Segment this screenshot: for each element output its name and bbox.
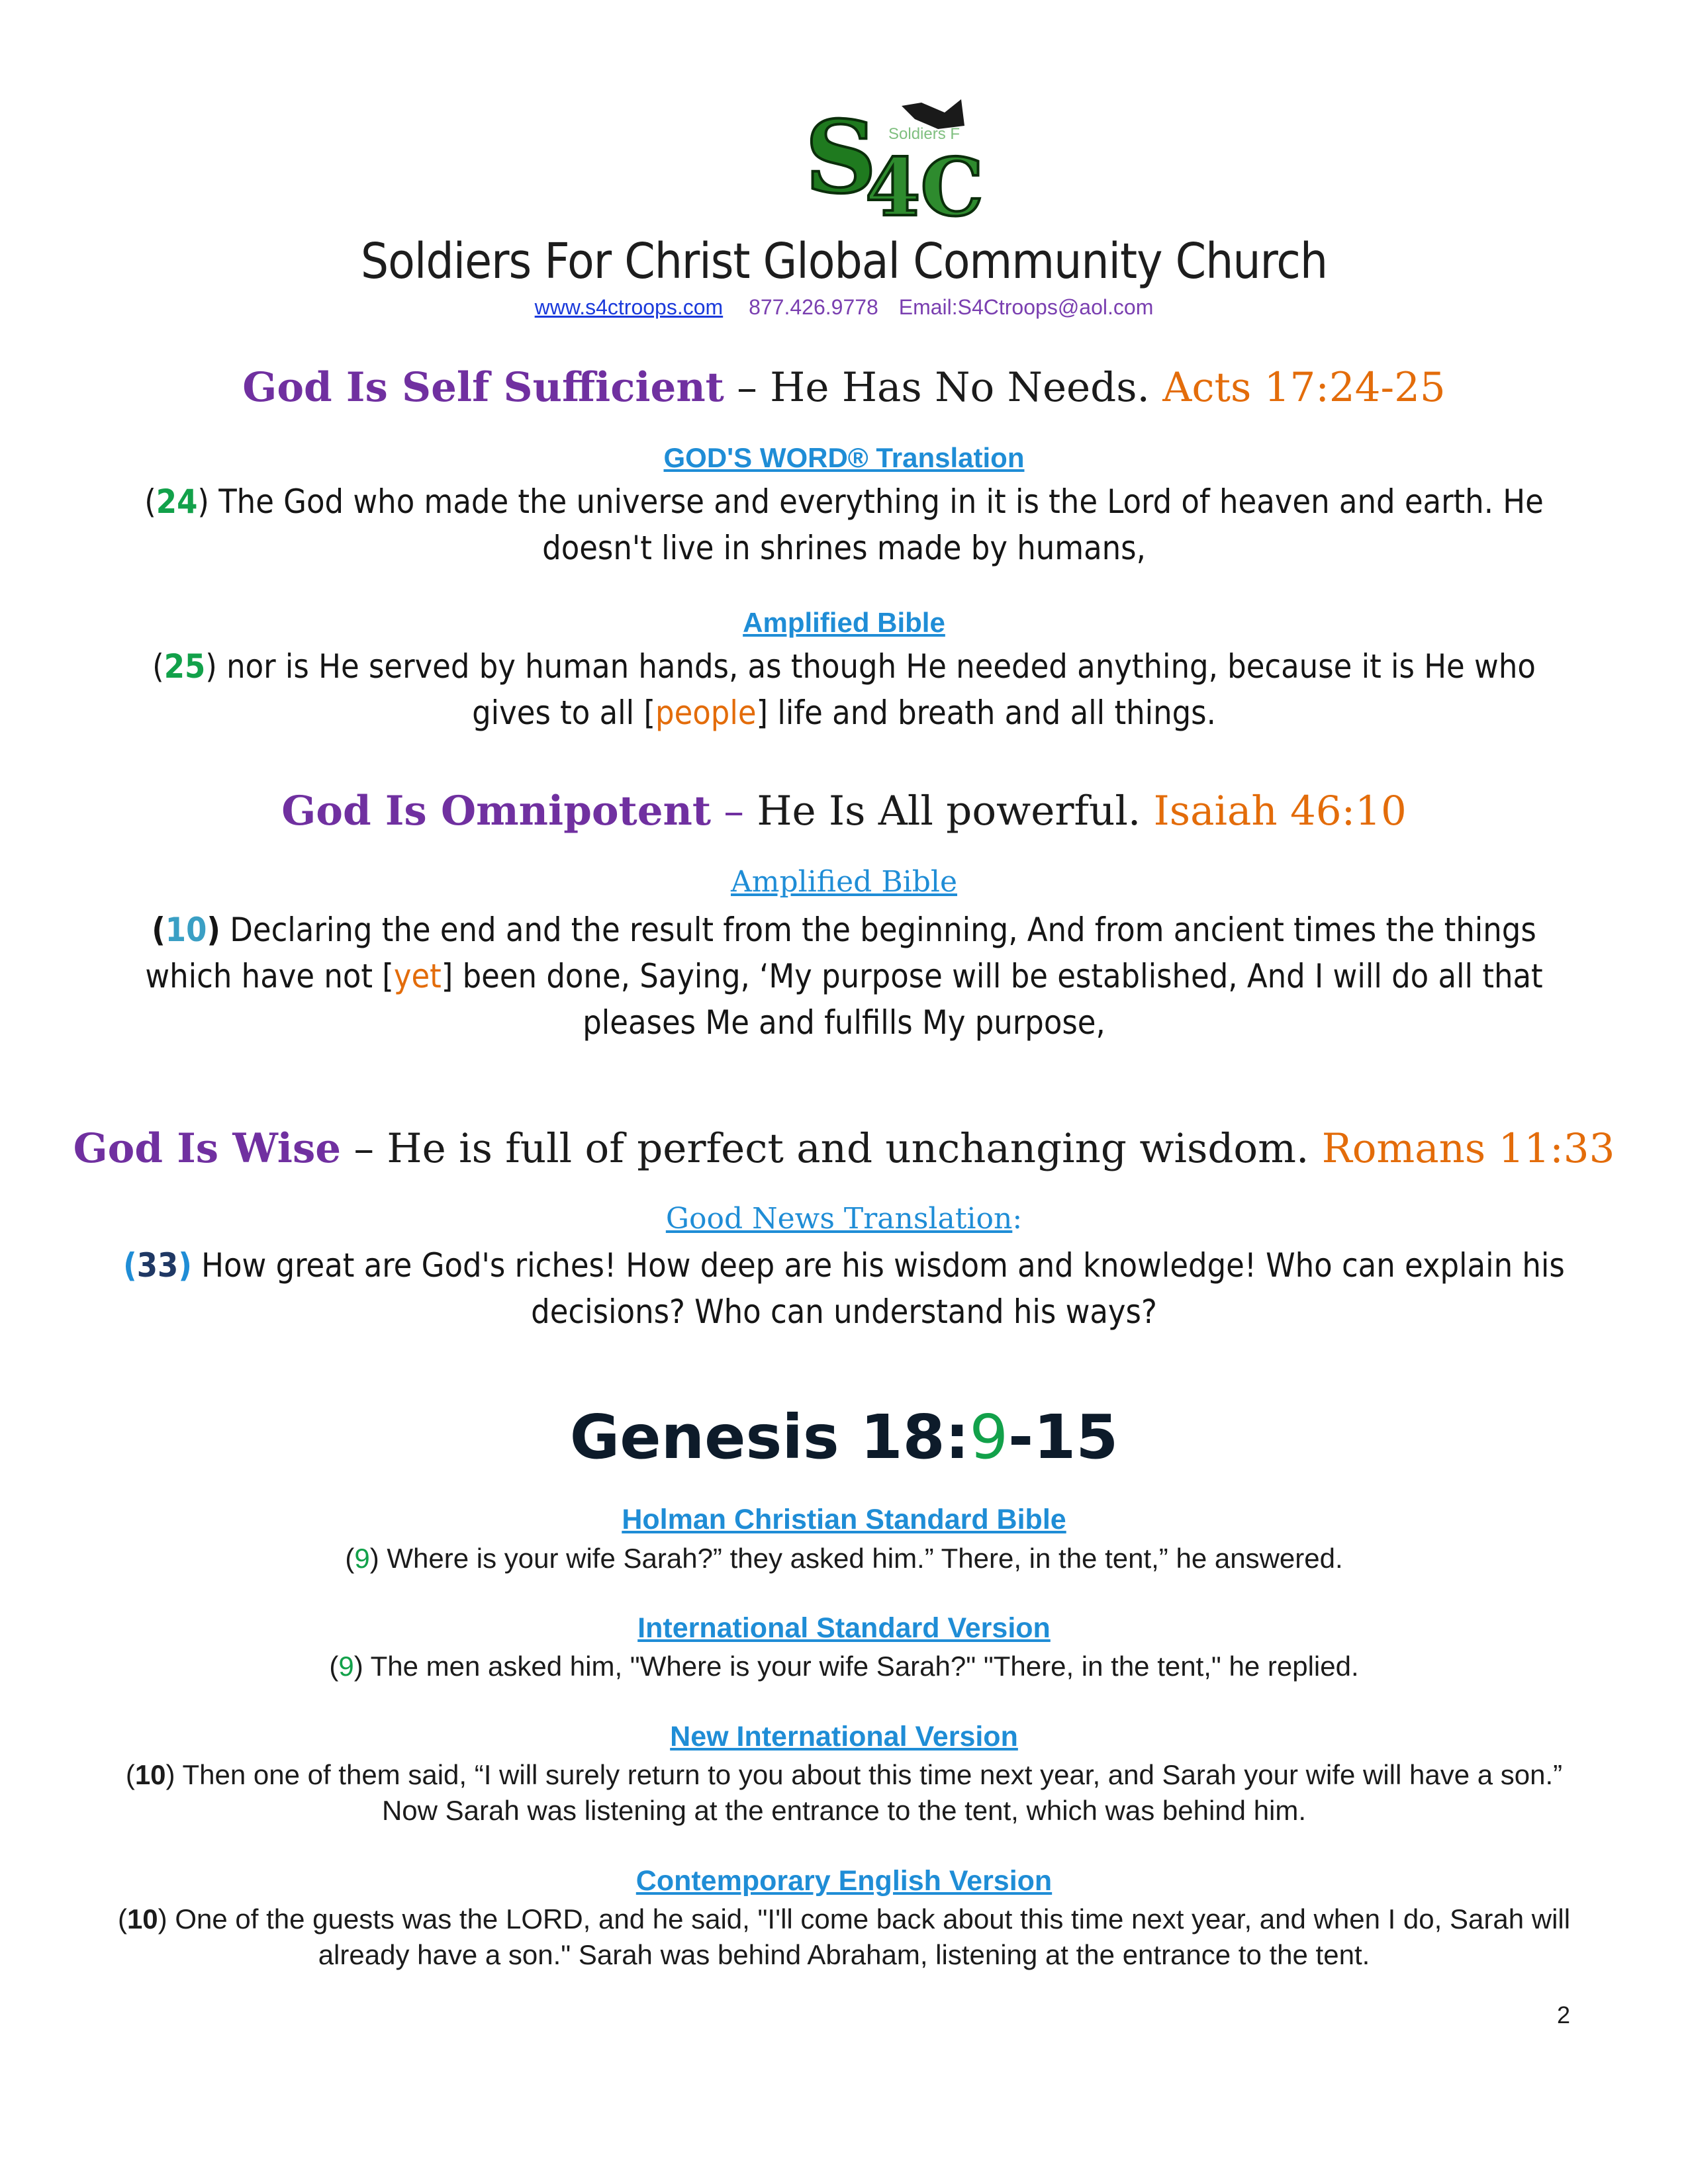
verse-genesis-isv: (9) The men asked him, "Where is your wife Sarah?" "There, in the tent," he replied. bbox=[329, 1651, 1359, 1682]
church-name: Soldiers For Christ Global Community Church bbox=[360, 233, 1328, 290]
verse-text: One of the guests was the LORD, and he said, "I'll come back about this time next year, and when I do, Sarah will already have a son." Sarah was behind Abraham, listening at the entrance to the tent. bbox=[167, 1903, 1571, 1970]
verse-text: Where is your wife Sarah?” they asked him.” There, in the tent,” he answered. bbox=[379, 1543, 1343, 1574]
heading-subtitle: – He Has No Needs. bbox=[724, 364, 1163, 411]
verse-romans-11-33: (33) How great are God's riches! How deep are his wisdom and knowledge! Who can explain his decisions? Who can understand his ways? bbox=[123, 1246, 1565, 1331]
section-heading-omnipotent bbox=[0, 788, 1688, 835]
heading-reference: Romans 11:33 bbox=[1321, 1125, 1615, 1172]
heading-subtitle: – He is full of perfect and unchanging wisdom. bbox=[341, 1125, 1322, 1172]
verse-text-end: ] life and breath and all things. bbox=[756, 694, 1216, 732]
verse-number: 9 bbox=[338, 1651, 354, 1682]
version-link-amplified[interactable]: Amplified Bible bbox=[743, 607, 945, 638]
bracket-word: people bbox=[655, 694, 757, 732]
verse-text: Declaring the end and the result from the beginning, And from ancient times the things which have not [ bbox=[145, 911, 1536, 995]
svg-text:4C: 4C bbox=[865, 141, 984, 234]
svg-text:Soldiers F: Soldiers F bbox=[888, 125, 961, 143]
bracket-word: yet bbox=[393, 957, 442, 995]
contact-line bbox=[0, 295, 1688, 320]
verse-number: 24 bbox=[156, 482, 198, 521]
version-link-niv[interactable]: New International Version bbox=[670, 1721, 1018, 1752]
section-heading-wise bbox=[0, 1125, 1688, 1172]
version-suffix: : bbox=[1012, 1202, 1023, 1236]
version-link-isv[interactable]: International Standard Version bbox=[637, 1612, 1051, 1644]
verse-number: 10 bbox=[134, 1759, 166, 1790]
heading-reference: Acts 17:24-25 bbox=[1162, 364, 1446, 411]
verse-acts-17-24: (24) The God who made the universe and everything in it is the Lord of heaven and earth. He doesn't live in shrines made by humans, bbox=[144, 482, 1544, 567]
church-logo bbox=[802, 99, 984, 234]
version-link-gods-word[interactable]: GOD'S WORD® Translation bbox=[663, 442, 1025, 473]
verse-text: Then one of them said, “I will surely return to you about this time next year, and Sarah your wife will have a son.” Now Sarah was listening at the entrance to the tent, which was behind him. bbox=[175, 1759, 1563, 1826]
verse-text: nor is He served by human hands, as though He needed anything, because it is He who gives to all [ bbox=[216, 647, 1536, 732]
heading-subtitle: He Is All powerful. bbox=[757, 788, 1154, 835]
verse-text: The men asked him, "Where is your wife Sarah?" "There, in the tent," he replied. bbox=[363, 1651, 1359, 1682]
version-link-good-news[interactable] bbox=[0, 1202, 1688, 1236]
heading-title: God Is Wise bbox=[73, 1125, 342, 1172]
verse-number: 10 bbox=[126, 1903, 158, 1934]
heading-dash: – bbox=[711, 788, 757, 835]
verse-number: 33 bbox=[136, 1246, 179, 1285]
version-name[interactable]: Good News Translation bbox=[665, 1202, 1013, 1236]
version-link-holman[interactable]: Holman Christian Standard Bible bbox=[622, 1504, 1066, 1535]
verse-text-end: ] been done, Saying, ‘My purpose will be established, And I will do all that pleases Me and fulfills My purpose, bbox=[441, 957, 1543, 1042]
heading-title: God Is Omnipotent bbox=[281, 788, 712, 835]
email-address: Email:S4Ctroops@aol.com bbox=[898, 295, 1154, 319]
heading-reference: Isaiah 46:10 bbox=[1153, 788, 1407, 835]
verse-acts-17-25: (25) nor is He served by human hands, as though He needed anything, because it is He who gives to all [people] life and breath and all things. bbox=[152, 647, 1536, 732]
page-number: 2 bbox=[1557, 2001, 1571, 2028]
verse-isaiah-46-10: (10) Declaring the end and the result from the beginning, And from ancient times the things which have not [yet] been done, Saying, ‘My purpose will be established, And I will do all that pleases Me and fulfills My purpose, bbox=[145, 911, 1543, 1042]
verse-text: The God who made the universe and everything in it is the Lord of heaven and earth. He doesn't live in shrines made by humans, bbox=[209, 482, 1544, 567]
heading-title: God Is Self Sufficient bbox=[242, 364, 724, 411]
verse-genesis-cev: (10) One of the guests was the LORD, and he said, "I'll come back about this time next year, and when I do, Sarah will already have a son." Sarah was behind Abraham, listening at the entrance to the tent. bbox=[117, 1903, 1571, 1970]
version-link-amplified-isaiah[interactable]: Amplified Bible bbox=[730, 865, 958, 899]
verse-genesis-niv: (10) Then one of them said, “I will surely return to you about this time next year, and Sarah your wife will have a son.” Now Sarah was listening at the entrance to the tent, which was behind him. bbox=[125, 1759, 1563, 1826]
section-heading-self-sufficient bbox=[0, 364, 1688, 411]
svg-text:S: S bbox=[805, 99, 877, 216]
genesis-title: Genesis 18:9-15 bbox=[569, 1402, 1119, 1473]
website-link[interactable]: www.s4ctroops.com bbox=[534, 295, 724, 319]
verse-number: 10 bbox=[165, 911, 207, 949]
verse-number: 25 bbox=[164, 647, 206, 686]
verse-genesis-holman: (9) Where is your wife Sarah?” they asked him.” There, in the tent,” he answered. bbox=[345, 1543, 1343, 1574]
verse-text: How great are God's riches! How deep are his wisdom and knowledge! Who can explain his decisions? Who can understand his ways? bbox=[191, 1246, 1565, 1331]
verse-number: 9 bbox=[354, 1543, 370, 1574]
version-link-cev[interactable]: Contemporary English Version bbox=[635, 1865, 1053, 1897]
phone-number: 877.426.9778 bbox=[749, 295, 878, 319]
